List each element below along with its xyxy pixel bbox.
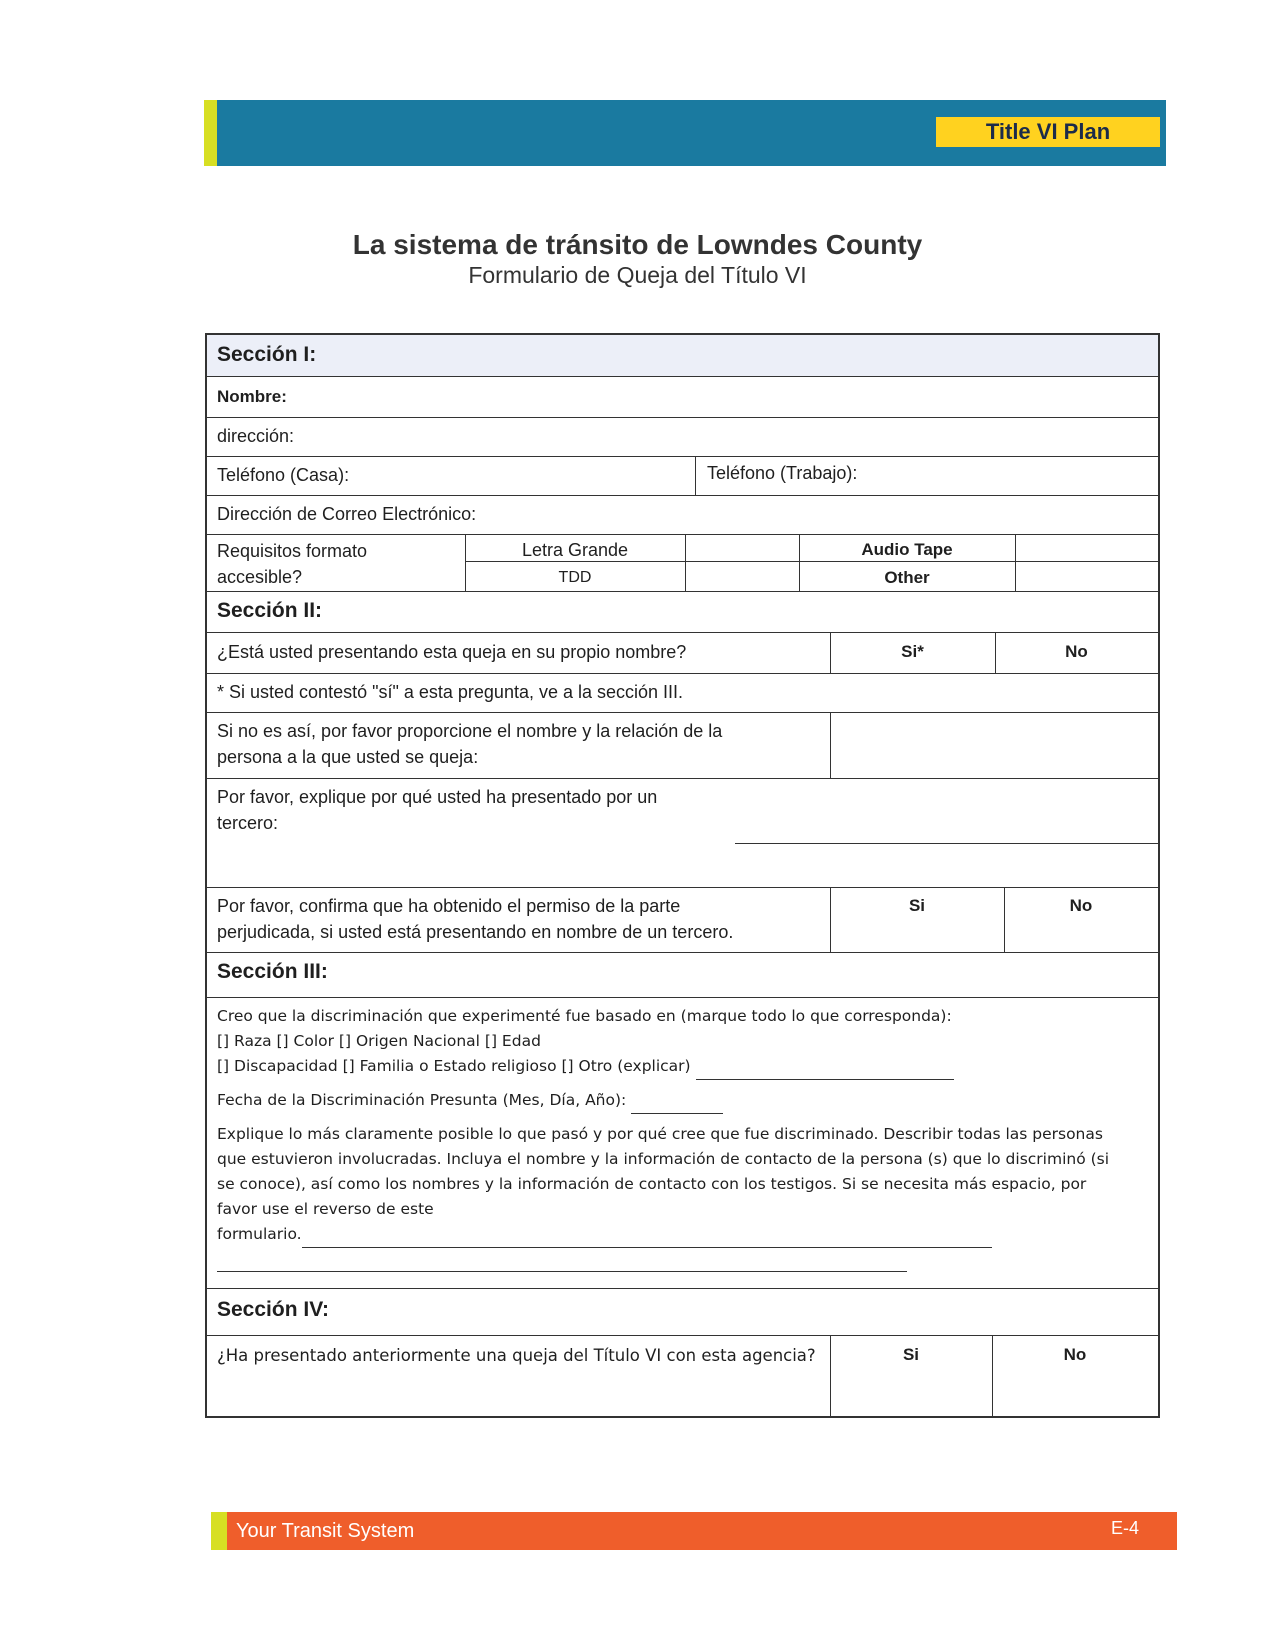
discrimination-checks-line1[interactable]: [] Raza [] Color [] Origen Nacional [] Edad: [217, 1032, 541, 1050]
own-name-question: ¿Está usted presentando esta queja en su propio nombre?: [217, 642, 687, 662]
permission-confirm-line2: perjudicada, si usted está presentando en nombre de un tercero.: [217, 922, 734, 942]
section-3-note: * Si usted contestó "sí" a esta pregunta, ve a la sección III.: [217, 682, 684, 702]
other-checkbox[interactable]: [1017, 563, 1157, 589]
large-print-checkbox[interactable]: [687, 536, 797, 560]
tdd-checkbox[interactable]: [687, 563, 797, 589]
audio-tape-checkbox[interactable]: [1017, 536, 1157, 560]
footer-accent: [211, 1512, 227, 1550]
explain-line2: que estuvieron involucradas. Incluya el nombre y la información de contacto de la persona (s) que lo discriminó (si: [217, 1150, 1110, 1168]
option-other: Other: [884, 568, 930, 587]
accessible-format-label-line1: Requisitos formato: [217, 541, 368, 561]
discrimination-intro: Creo que la discriminación que experimenté fue basado en (marque todo lo que corresponda):: [217, 1007, 952, 1025]
section-2-heading: Sección II:: [217, 599, 323, 622]
discrimination-checks-line2: [217, 1054, 954, 1080]
complaint-form: [205, 333, 1160, 1418]
permission-no[interactable]: No: [1069, 896, 1093, 915]
title-vi-plan-tag: Title VI Plan: [936, 117, 1160, 147]
permission-yes[interactable]: Si: [908, 896, 926, 915]
section-3-heading: Sección III:: [217, 960, 328, 983]
prior-complaint-yes[interactable]: Si: [902, 1345, 920, 1364]
date-label: Fecha de la Discriminación Presunta (Mes, Día, Año):: [217, 1091, 627, 1109]
third-party-explain-field[interactable]: [735, 805, 1155, 841]
section-4-heading: Sección IV:: [217, 1298, 330, 1321]
if-not-line1: Si no es así, por favor proporcione el nombre y la relación de la: [217, 721, 723, 741]
phone-work-label: Teléfono (Trabajo):: [707, 463, 858, 483]
explain-line5-text: formulario.: [217, 1225, 302, 1243]
prior-complaint-no[interactable]: No: [1063, 1345, 1087, 1364]
option-large-print: Letra Grande: [521, 540, 629, 560]
email-label: Dirección de Correo Electrónico:: [217, 504, 477, 524]
if-not-line2: persona a la que usted se queja:: [217, 747, 479, 767]
third-party-explain-line1: Por favor, explique por qué usted ha presentado por un: [217, 787, 658, 807]
document-title: La sistema de tránsito de Lowndes County: [352, 229, 923, 260]
explanation-extra-line[interactable]: [217, 1271, 907, 1272]
date-line: [217, 1088, 723, 1114]
header-accent: [204, 100, 217, 166]
option-audio-tape: Audio Tape: [861, 540, 953, 559]
document-subtitle: Formulario de Queja del Título VI: [468, 262, 807, 288]
name-label: Nombre:: [217, 387, 287, 406]
section-1-header-bg: [207, 335, 1158, 376]
checks-line2-text[interactable]: [] Discapacidad [] Familia o Estado religioso [] Otro (explicar): [217, 1057, 691, 1075]
prior-complaint-question: ¿Ha presentado anteriormente una queja del Título VI con esta agencia?: [217, 1346, 816, 1365]
own-name-yes[interactable]: Si*: [901, 642, 924, 661]
other-explain-field[interactable]: [696, 1054, 954, 1080]
phone-home-label: Teléfono (Casa):: [217, 465, 350, 485]
permission-confirm-line1: Por favor, confirma que ha obtenido el permiso de la parte: [217, 896, 681, 916]
date-field[interactable]: [631, 1088, 723, 1114]
option-tdd: TDD: [558, 569, 592, 586]
footer-bar: [211, 1512, 1177, 1550]
section-1-heading: Sección I:: [217, 343, 317, 366]
address-label: dirección:: [217, 426, 295, 446]
footer-page-number: E-4: [1110, 1518, 1139, 1538]
explain-line5: [217, 1222, 992, 1248]
own-name-no[interactable]: No: [1065, 642, 1088, 661]
footer-system-name: Your Transit System: [236, 1520, 415, 1542]
explanation-field[interactable]: [302, 1222, 992, 1248]
explain-line4: favor use el reverso de este: [217, 1200, 434, 1218]
third-party-explain-line2: tercero:: [217, 813, 279, 833]
accessible-format-label-line2: accesible?: [217, 567, 303, 587]
person-name-relation-field[interactable]: [833, 715, 1155, 775]
header-bar: [204, 100, 1166, 166]
explain-line3: se conoce), así como los nombres y la información de contacto con los testigos. Si se necesita más espacio, por: [217, 1175, 1087, 1193]
explain-line1: Explique lo más claramente posible lo que pasó y por qué cree que fue discriminado. Describir todas las personas: [217, 1125, 1103, 1143]
